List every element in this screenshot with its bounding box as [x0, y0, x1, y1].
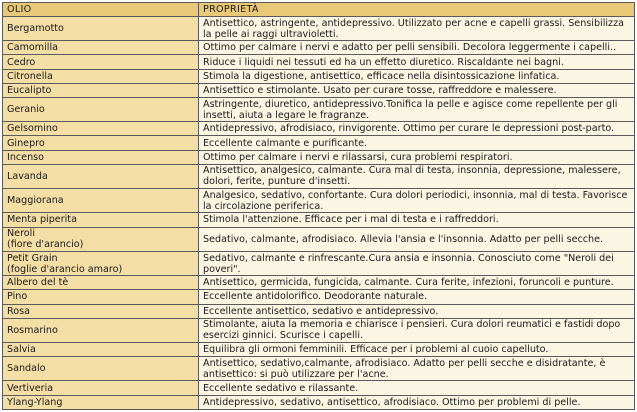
oils-table-container — [2, 2, 634, 410]
oil-properties: Astringente, diuretico, antidepressivo.Tonifica la pelle e agisce come repellente per gli insetti, aiuta a legare le fragranze. — [199, 97, 635, 121]
oil-name-cell — [3, 251, 199, 275]
oil-name-subtitle: (foglie d'arancio amaro) — [7, 263, 123, 275]
oil-name: Bergamotto — [3, 17, 199, 41]
oil-properties: Sedativo, calmante, afrodisiaco. Allevia l'ansia e l'insonnia. Adatto per pelli secche. — [199, 227, 635, 251]
oil-name: Gelsomino — [3, 122, 199, 136]
table-row — [3, 122, 635, 136]
oil-properties: Eccellente antidolorifico. Deodorante naturale. — [199, 290, 635, 304]
oil-properties: Antidepressivo, afrodisiaco, rinvigorente. Ottimo per curare le depressioni post-parto. — [199, 122, 635, 136]
oil-name: Salvia — [3, 342, 199, 356]
table-header-row — [3, 3, 635, 17]
table-row — [3, 227, 635, 251]
oil-name-cell — [3, 227, 199, 251]
oil-properties: Stimola l'attenzione. Efficace per i mal di testa e i raffreddori. — [199, 213, 635, 227]
oil-name: Camomilla — [3, 41, 199, 55]
header-proprieta: PROPRIETÀ — [199, 3, 635, 17]
oil-properties: Eccellente calmante e purificante. — [199, 136, 635, 150]
table-row — [3, 69, 635, 83]
oil-properties: Ottimo per calmare i nervi e adatto per pelli sensibili. Decolora leggermente i capelli.. — [199, 41, 635, 55]
oil-name: Eucalipto — [3, 83, 199, 97]
oil-name-subtitle: (fiore d'arancio) — [7, 239, 84, 251]
oil-properties: Analgesico, sedativo, confortante. Cura dolori periodici, insonnia, mal di testa. Favorisce la circolazione periferica. — [199, 189, 635, 213]
oil-properties: Stimolante, aiuta la memoria e chiarisce i pensieri. Cura dolori reumatici e fastidi dopo esercizi ginnici. Scurisce i capelli. — [199, 318, 635, 342]
oil-name: Incenso — [3, 150, 199, 164]
table-row — [3, 136, 635, 150]
table-row — [3, 189, 635, 213]
table-row — [3, 213, 635, 227]
table-row — [3, 41, 635, 55]
oil-properties: Antisettico, astringente, antidepressivo. Utilizzato per acne e capelli grassi. Sensibilizza la pelle ai raggi ultravioletti. — [199, 17, 635, 41]
oil-properties: Sedativo, calmante e rinfrescante.Cura ansia e insonnia. Conosciuto come "Neroli dei poveri". — [199, 251, 635, 275]
oil-name: Menta piperita — [3, 213, 199, 227]
oil-name: Cedro — [3, 55, 199, 69]
oil-properties: Riduce i liquidi nei tessuti ed ha un effetto diuretico. Riscaldante nei bagni. — [199, 55, 635, 69]
table-row — [3, 164, 635, 188]
oil-name: Maggiorana — [3, 189, 199, 213]
oil-name: Citronella — [3, 69, 199, 83]
oil-properties: Antisettico, germicida, fungicida, calmante. Cura ferite, infezioni, foruncoli e punture. — [199, 276, 635, 290]
oil-properties: Antisettico, sedativo,calmante, afrodisiaco. Adatto per pelli secche e disidratante, è antisettico: si può utilizzare per l'acne. — [199, 357, 635, 381]
oil-name: Vertiveria — [3, 381, 199, 395]
table-row — [3, 83, 635, 97]
oil-name: Ylang-Ylang — [3, 395, 199, 409]
oil-name: Pino — [3, 290, 199, 304]
table-row — [3, 304, 635, 318]
essential-oils-table — [2, 2, 635, 410]
oil-properties: Eccellente sedativo e rilassante. — [199, 381, 635, 395]
oil-name: Neroli — [7, 228, 36, 240]
table-row — [3, 150, 635, 164]
table-row — [3, 342, 635, 356]
oil-properties: Antidepressivo, sedativo, antisettico, afrodisiaco. Ottimo per problemi di pelle. — [199, 395, 635, 409]
oil-properties: Antisettico e stimolante. Usato per curare tosse, raffreddore e malessere. — [199, 83, 635, 97]
table-row — [3, 55, 635, 69]
oil-properties: Stimola la digestione, antisettico, efficace nella disintossicazione linfatica. — [199, 69, 635, 83]
oil-name: Rosmarino — [3, 318, 199, 342]
oil-name: Petit Grain — [7, 252, 58, 264]
oil-properties: Equilibra gli ormoni femminili. Efficace per i problemi al cuoio capelluto. — [199, 342, 635, 356]
header-olio: OLIO — [3, 3, 199, 17]
table-row — [3, 97, 635, 121]
table-row — [3, 276, 635, 290]
table-row — [3, 17, 635, 41]
table-row — [3, 395, 635, 409]
oil-name: Rosa — [3, 304, 199, 318]
table-row — [3, 381, 635, 395]
oil-name: Albero del tè — [3, 276, 199, 290]
table-row — [3, 318, 635, 342]
oil-properties: Antisettico, analgesico, calmante. Cura mal di testa, insonnia, depressione, malessere, dolori, ferite, punture d'insetti. — [199, 164, 635, 188]
oil-name: Ginepro — [3, 136, 199, 150]
oil-properties: Ottimo per calmare i nervi e rilassarsi, cura problemi respiratori. — [199, 150, 635, 164]
oil-name: Sandalo — [3, 357, 199, 381]
oil-name: Lavanda — [3, 164, 199, 188]
oil-properties: Eccellente antisettico, sedativo e antidepressivo. — [199, 304, 635, 318]
oil-name: Geranio — [3, 97, 199, 121]
table-row — [3, 290, 635, 304]
table-row — [3, 251, 635, 275]
table-row — [3, 357, 635, 381]
